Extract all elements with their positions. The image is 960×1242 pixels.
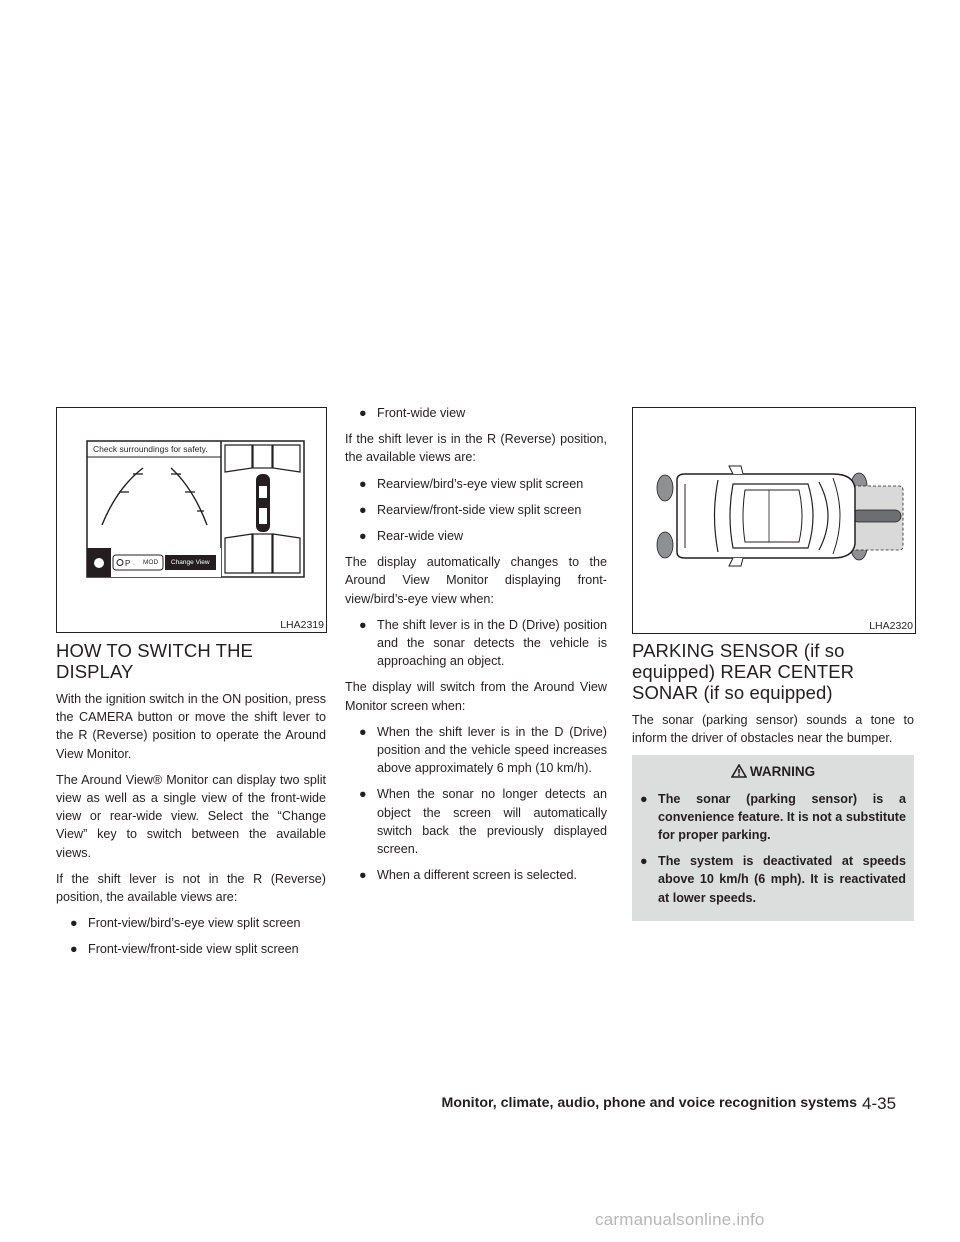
footer-section-title: Monitor, climate, audio, phone and voice recognition systems xyxy=(441,1095,857,1111)
figure-label-right: LHA2320 xyxy=(869,620,913,632)
bullet-icon: ● xyxy=(640,854,648,869)
column-2 xyxy=(345,404,607,892)
warning-box xyxy=(632,755,914,920)
paragraph: The sonar (parking sensor) sounds a tone to inform the driver of obstacles near the bumper. xyxy=(632,713,914,746)
list-item: ● Rearview/bird’s-eye view split screen xyxy=(355,475,607,493)
list-item: ● When the sonar no longer detects an object the screen will automatically switch back the previously displayed screen. xyxy=(359,787,607,857)
paragraph: If the shift lever is not in the R (Reverse) position, the available views are: xyxy=(56,871,326,905)
paragraph: The display automatically changes to the Around View Monitor displaying front-view/bird’s-eye view when: xyxy=(345,555,607,606)
bullet-icon: ● xyxy=(359,406,367,420)
list-item: ● Front-view/front-side view split screen xyxy=(66,940,326,958)
parking-sensor-figure xyxy=(632,407,916,634)
warning-triangle-icon xyxy=(731,764,747,783)
paragraph: The Around View® Monitor can display two split view as well as a single view of the front-wide view or rear-wide view. Select the “Change View” key to switch between the available views. xyxy=(56,772,326,860)
figure-label-left: LHA2319 xyxy=(280,619,324,631)
list-item: ● Rear-wide view xyxy=(355,527,607,545)
bullet-icon: ● xyxy=(640,791,648,806)
parking-sensor-illustration xyxy=(633,408,915,633)
paragraph: If the shift lever is in the R (Reverse) position, the available views are: xyxy=(345,432,607,465)
svg-text:P: P xyxy=(125,559,131,568)
screen-message-text: Check surroundings for safety. xyxy=(93,444,208,454)
bullet-icon: ● xyxy=(359,502,367,517)
mod-chip-label: MOD xyxy=(143,559,159,566)
bullet-icon: ● xyxy=(359,476,367,491)
bullet-icon: ● xyxy=(359,787,367,802)
section-heading-parking-sensor: PARKING SENSOR (if so equipped) REAR CENTER SONAR (if so equipped) xyxy=(632,640,855,703)
list-item: ● Rearview/front-side view split screen xyxy=(355,501,607,519)
paragraph: The display will switch from the Around View Monitor screen when: xyxy=(345,680,607,713)
warning-title: WARNING xyxy=(640,763,906,783)
paragraph: With the ignition switch in the ON position, press the CAMERA button or move the shift lever to the R (Reverse) position to operate the Around View Monitor. xyxy=(56,692,326,761)
change-view-key: Change View xyxy=(171,559,210,566)
bullet-icon: ● xyxy=(359,617,367,632)
bullet-icon: ● xyxy=(359,529,367,544)
bullet-icon: ● xyxy=(359,868,367,883)
warning-item: ● The system is deactivated at speeds above 10 km/h (6 mph). It is reactivated at lower speeds. xyxy=(640,854,906,905)
list-item: ● When a different screen is selected. xyxy=(355,866,607,884)
list-item: ● When the shift lever is in the D (Drive) position and the vehicle speed increases above approximately 6 mph (10 km/h). xyxy=(359,724,607,776)
page-number: 4-35 xyxy=(862,1094,897,1113)
around-view-figure xyxy=(56,407,327,633)
svg-text:·: · xyxy=(133,562,135,568)
list-item: ● Front-view/bird’s-eye view split screen xyxy=(66,914,326,932)
section-heading-switch-display: HOW TO SWITCH THE DISPLAY xyxy=(56,640,253,682)
column-1 xyxy=(56,640,326,967)
bullet-icon: ● xyxy=(359,724,367,739)
list-item: ● Front-wide view xyxy=(355,404,607,422)
warning-item: ● The sonar (parking sensor) is a convenience feature. It is not a substitute for proper parking. xyxy=(640,791,906,843)
list-item: ● The shift lever is in the D (Drive) position and the sonar detects the vehicle is approaching an object. xyxy=(359,617,607,669)
watermark: carmanualsonline.info xyxy=(595,1210,765,1229)
bullet-icon: ● xyxy=(70,916,78,931)
bullet-icon: ● xyxy=(70,942,78,957)
column-3 xyxy=(632,640,914,921)
around-view-screen-illustration xyxy=(57,408,326,632)
